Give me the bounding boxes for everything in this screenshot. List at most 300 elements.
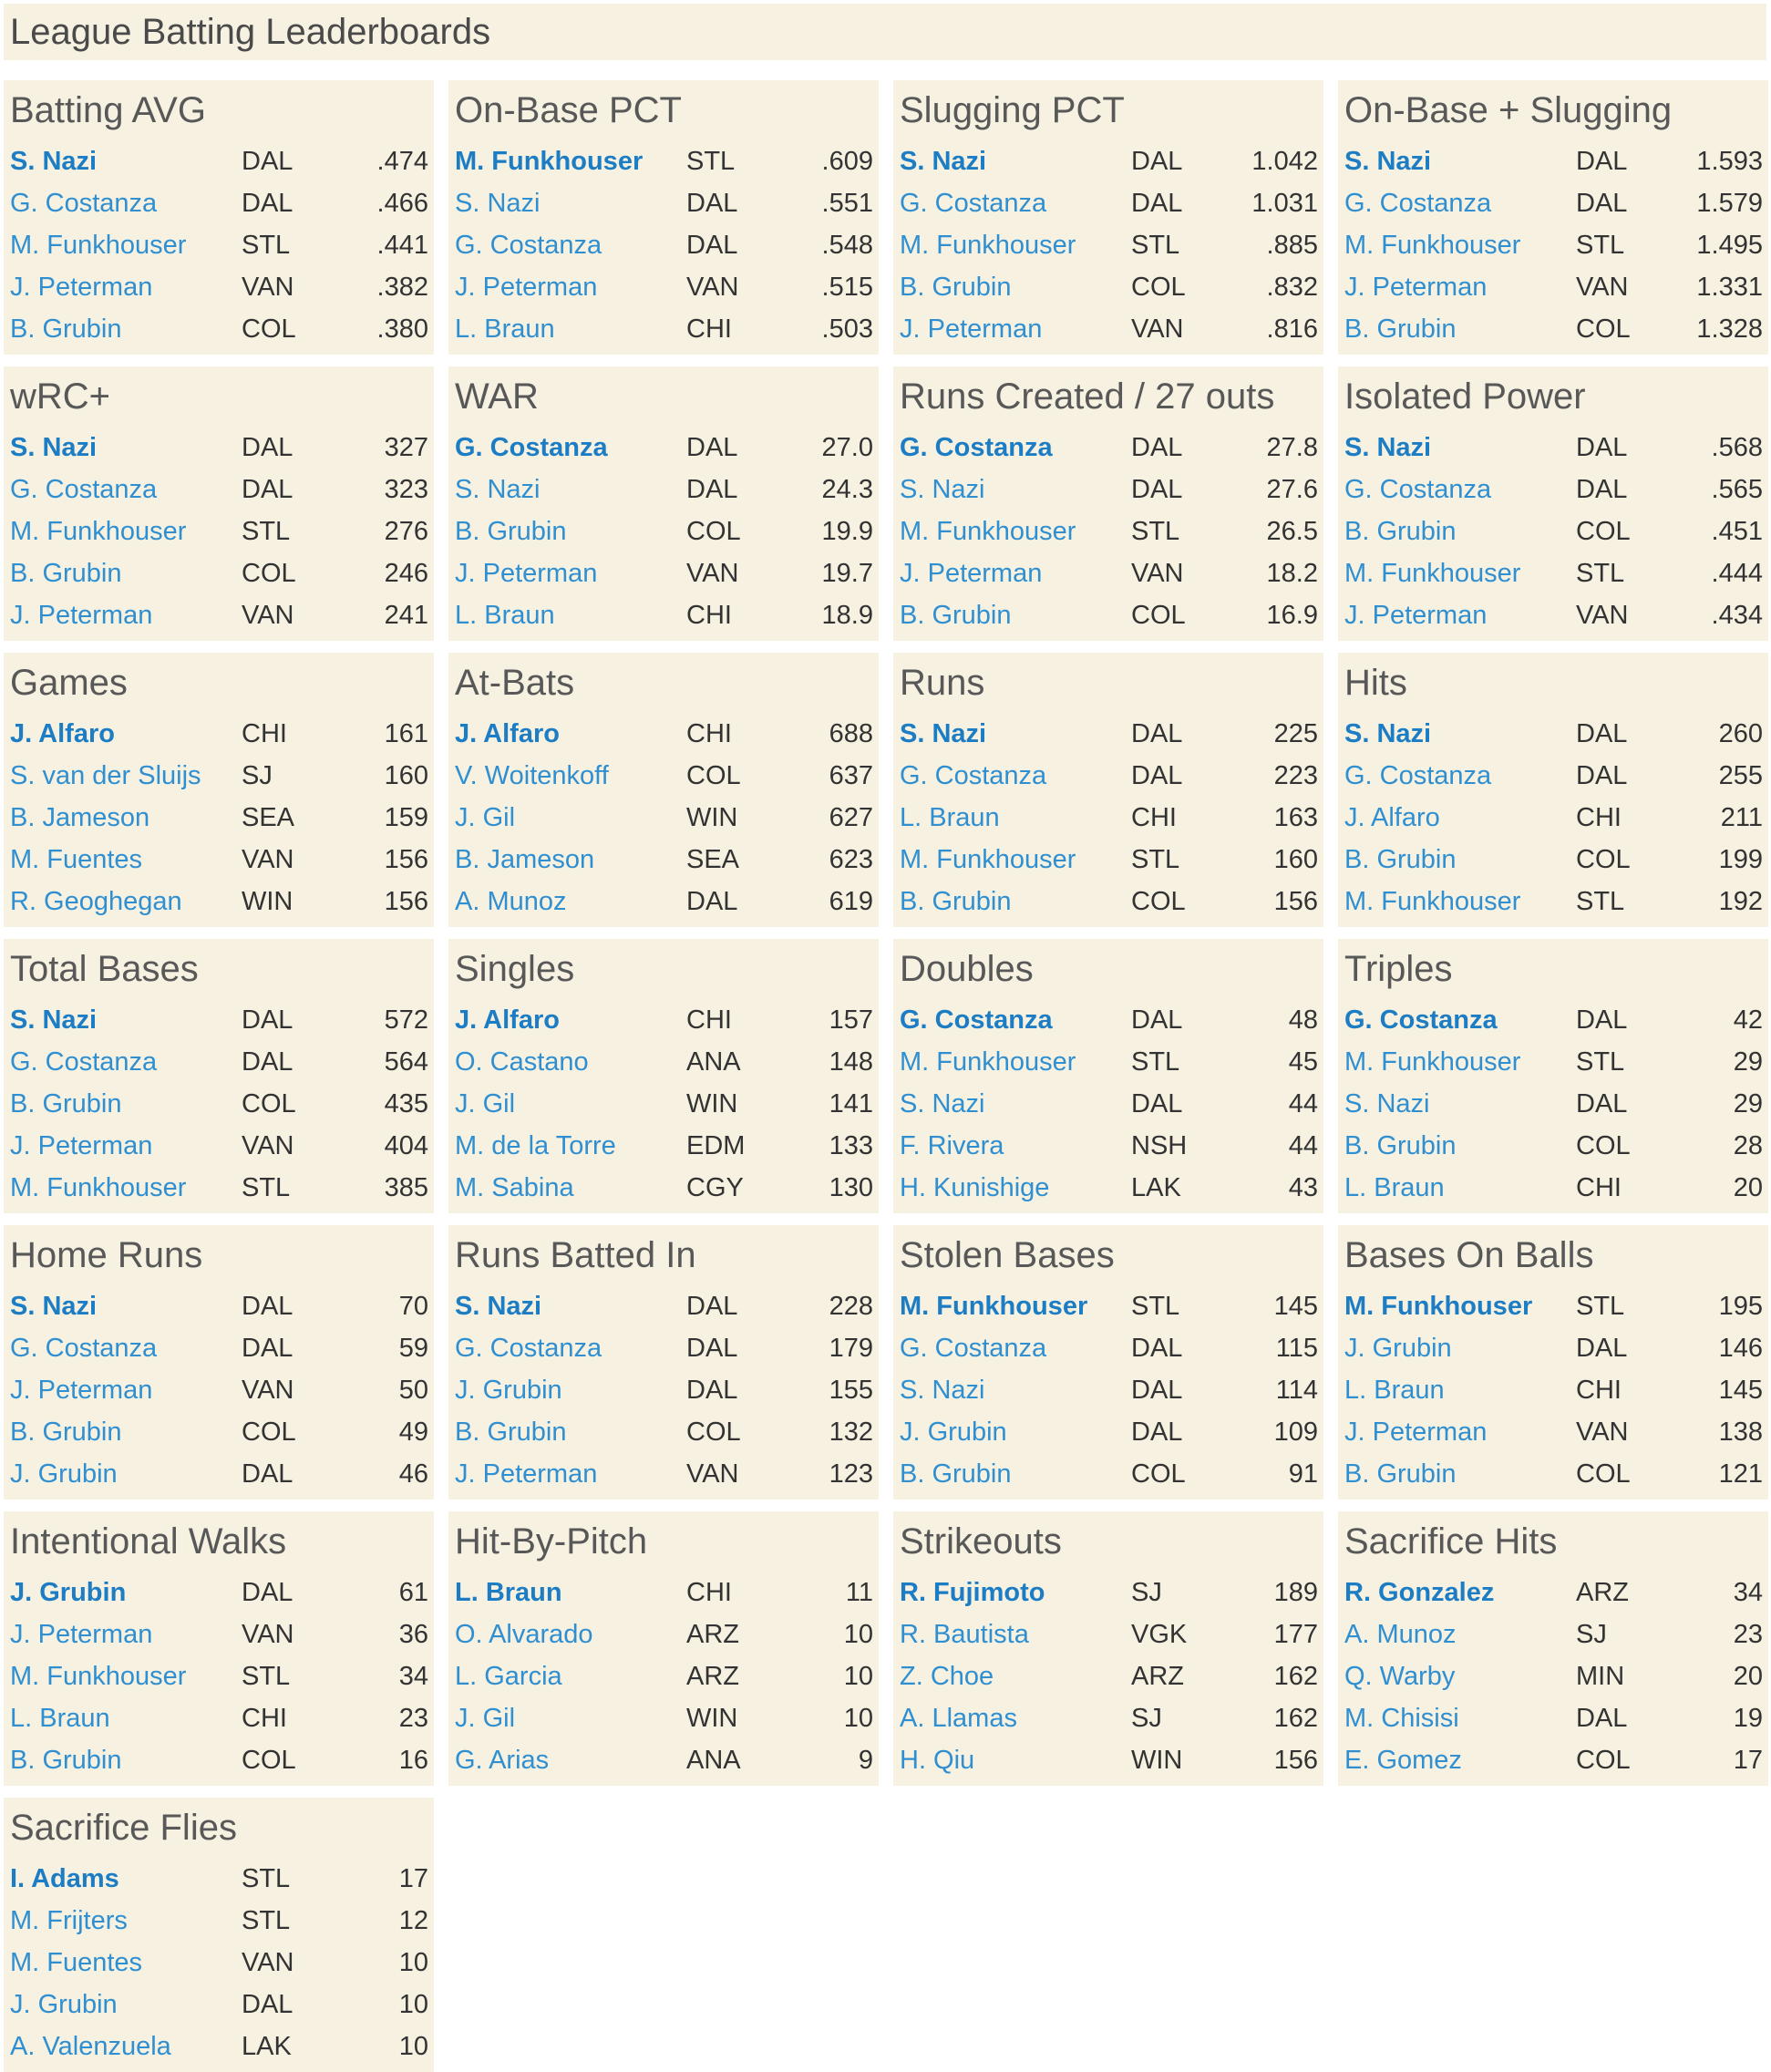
stat-value: .474: [376, 146, 428, 176]
team-abbreviation: STL: [686, 146, 736, 176]
team-abbreviation: COL: [1576, 844, 1631, 874]
team-abbreviation: DAL: [1576, 718, 1628, 748]
team-abbreviation: VAN: [686, 272, 739, 302]
player-link[interactable]: J. Peterman: [10, 1619, 153, 1649]
player-link[interactable]: J. Peterman: [455, 558, 598, 588]
stat-value: 12: [398, 1905, 428, 1935]
player-link[interactable]: J. Peterman: [900, 314, 1043, 344]
stat-value: 327: [384, 432, 428, 462]
leaderboard-row: [1344, 552, 1763, 594]
team-abbreviation: DAL: [686, 886, 738, 916]
team-abbreviation: DAL: [242, 1046, 293, 1077]
team-abbreviation: NSH: [1131, 1130, 1188, 1160]
player-link[interactable]: S. van der Sluijs: [10, 760, 201, 790]
leaderboard-row: [10, 1285, 428, 1327]
player-link[interactable]: O. Castano: [455, 1046, 589, 1077]
player-link[interactable]: B. Grubin: [10, 1417, 122, 1447]
team-abbreviation: STL: [1576, 886, 1625, 916]
leaderboard-row: [455, 1125, 873, 1167]
player-link[interactable]: G. Costanza: [10, 1046, 158, 1077]
player-link[interactable]: J. Peterman: [1344, 1417, 1488, 1447]
player-link[interactable]: S. Nazi: [10, 146, 98, 176]
player-link[interactable]: B. Grubin: [455, 1417, 567, 1447]
team-abbreviation: DAL: [1131, 1088, 1183, 1118]
leaderboard-batting-avg: [4, 80, 434, 355]
player-link[interactable]: S. Nazi: [10, 1291, 98, 1321]
player-link[interactable]: I. Adams: [10, 1863, 119, 1893]
player-link[interactable]: B. Grubin: [1344, 844, 1457, 874]
stat-value: 91: [1288, 1459, 1318, 1489]
player-link[interactable]: M. Funkhouser: [900, 516, 1076, 546]
player-link[interactable]: G. Costanza: [900, 1005, 1053, 1035]
player-link[interactable]: B. Grubin: [10, 1088, 122, 1118]
leaderboard-title: Doubles: [900, 949, 1034, 989]
player-link[interactable]: F. Rivera: [900, 1130, 1004, 1160]
team-abbreviation: VAN: [242, 1619, 294, 1649]
team-abbreviation: CHI: [242, 1703, 287, 1733]
player-link[interactable]: J. Peterman: [10, 272, 153, 302]
player-link[interactable]: B. Grubin: [900, 886, 1012, 916]
player-link[interactable]: M. Funkhouser: [900, 1291, 1088, 1321]
leaderboard-row: [900, 469, 1318, 510]
team-abbreviation: VAN: [686, 558, 739, 588]
player-link[interactable]: B. Grubin: [1344, 314, 1457, 344]
team-abbreviation: COL: [242, 314, 296, 344]
team-abbreviation: COL: [1131, 1459, 1186, 1489]
player-link[interactable]: J. Alfaro: [455, 718, 560, 748]
team-abbreviation: DAL: [242, 1291, 293, 1321]
player-link[interactable]: B. Grubin: [10, 558, 122, 588]
stat-value: 34: [1733, 1577, 1763, 1607]
player-link[interactable]: M. Sabina: [455, 1172, 574, 1202]
stat-value: 148: [829, 1046, 873, 1077]
stat-value: 162: [1273, 1703, 1318, 1733]
stat-value: 10: [843, 1703, 873, 1733]
player-link[interactable]: L. Braun: [1344, 1172, 1445, 1202]
stat-value: 179: [829, 1333, 873, 1363]
player-link[interactable]: A. Munoz: [455, 886, 567, 916]
leaderboard-title: Runs Created / 27 outs: [900, 376, 1275, 417]
leaderboard-on-base-slugging: [1338, 80, 1768, 355]
leaderboard-row: [900, 755, 1318, 797]
player-link[interactable]: J. Alfaro: [455, 1005, 560, 1035]
player-link[interactable]: J. Peterman: [455, 1459, 598, 1489]
player-link[interactable]: J. Peterman: [10, 600, 153, 630]
team-abbreviation: DAL: [242, 188, 293, 218]
player-link[interactable]: S. Nazi: [10, 1005, 98, 1035]
leaderboard-row: [900, 1369, 1318, 1411]
player-link[interactable]: S. Nazi: [1344, 718, 1432, 748]
player-link[interactable]: G. Costanza: [900, 760, 1047, 790]
player-link[interactable]: J. Peterman: [1344, 600, 1488, 630]
leaderboard-row: [455, 552, 873, 594]
player-link[interactable]: S. Nazi: [1344, 1088, 1430, 1118]
player-link[interactable]: M. Funkhouser: [10, 1661, 187, 1691]
team-abbreviation: DAL: [686, 188, 738, 218]
team-abbreviation: ARZ: [686, 1619, 739, 1649]
leaderboard-row: [1344, 1327, 1763, 1369]
stat-value: 192: [1718, 886, 1763, 916]
leaderboard-row: [455, 1739, 873, 1781]
player-link[interactable]: S. Nazi: [900, 474, 985, 504]
leaderboard-isolated-power: [1338, 366, 1768, 641]
leaderboard-row: [1344, 713, 1763, 755]
player-link[interactable]: G. Costanza: [1344, 188, 1492, 218]
team-abbreviation: VAN: [242, 600, 294, 630]
player-link[interactable]: B. Grubin: [455, 516, 567, 546]
player-link[interactable]: S. Nazi: [900, 1088, 985, 1118]
stat-value: 623: [829, 844, 873, 874]
leaderboard-row: [900, 1613, 1318, 1655]
leaderboard-rows: [1344, 1285, 1763, 1495]
player-link[interactable]: B. Jameson: [10, 802, 150, 832]
player-link[interactable]: L. Braun: [455, 314, 555, 344]
player-link[interactable]: L. Braun: [455, 1577, 562, 1607]
stat-value: 195: [1718, 1291, 1763, 1321]
player-link[interactable]: G. Costanza: [900, 432, 1053, 462]
stat-value: 10: [843, 1619, 873, 1649]
stat-value: 163: [1273, 802, 1318, 832]
player-link[interactable]: G. Costanza: [10, 1333, 158, 1363]
team-abbreviation: COL: [242, 558, 296, 588]
team-abbreviation: STL: [1576, 1291, 1625, 1321]
team-abbreviation: DAL: [686, 230, 738, 260]
stat-value: 10: [843, 1661, 873, 1691]
stat-value: 688: [829, 718, 873, 748]
leaderboard-row: [455, 1697, 873, 1739]
leaderboard-row: [10, 427, 428, 469]
stat-value: .609: [821, 146, 873, 176]
player-link[interactable]: G. Costanza: [1344, 1005, 1498, 1035]
leaderboard-rows: [455, 1285, 873, 1495]
team-abbreviation: DAL: [1576, 474, 1628, 504]
leaderboard-bases-on-balls: [1338, 1225, 1768, 1500]
player-link[interactable]: M. Funkhouser: [1344, 558, 1521, 588]
leaderboard-row: [10, 1697, 428, 1739]
stat-value: 23: [1733, 1619, 1763, 1649]
stat-value: 138: [1718, 1417, 1763, 1447]
team-abbreviation: ARZ: [686, 1661, 739, 1691]
player-link[interactable]: M. Fuentes: [10, 844, 143, 874]
leaderboard-row: [900, 1285, 1318, 1327]
leaderboard-row: [10, 1858, 428, 1900]
player-link[interactable]: G. Costanza: [900, 1333, 1047, 1363]
player-link[interactable]: R. Geoghegan: [10, 886, 182, 916]
player-link[interactable]: M. Funkhouser: [10, 1172, 187, 1202]
stat-value: 627: [829, 802, 873, 832]
leaderboard-rows: [10, 427, 428, 636]
player-link[interactable]: A. Munoz: [1344, 1619, 1457, 1649]
team-abbreviation: DAL: [242, 1577, 293, 1607]
leaderboard-row: [455, 308, 873, 350]
player-link[interactable]: B. Jameson: [455, 844, 595, 874]
player-link[interactable]: B. Grubin: [1344, 516, 1457, 546]
stat-value: 17: [398, 1863, 428, 1893]
stat-value: 141: [829, 1088, 873, 1118]
team-abbreviation: VAN: [1576, 1417, 1629, 1447]
player-link[interactable]: J. Grubin: [900, 1417, 1007, 1447]
player-link[interactable]: G. Costanza: [455, 230, 602, 260]
leaderboard-singles: [448, 939, 879, 1213]
team-abbreviation: VAN: [242, 1130, 294, 1160]
team-abbreviation: VAN: [242, 844, 294, 874]
player-link[interactable]: M. Funkhouser: [455, 146, 644, 176]
player-link[interactable]: M. de la Torre: [455, 1130, 616, 1160]
stat-value: 132: [829, 1417, 873, 1447]
player-link[interactable]: M. Funkhouser: [10, 230, 187, 260]
stat-value: .380: [376, 314, 428, 344]
player-link[interactable]: H. Kunishige: [900, 1172, 1050, 1202]
stat-value: 19.9: [821, 516, 873, 546]
player-link[interactable]: M. Funkhouser: [1344, 1046, 1521, 1077]
leaderboard-row: [455, 1083, 873, 1125]
player-link[interactable]: J. Grubin: [10, 1989, 118, 2019]
leaderboard-rows: [455, 140, 873, 350]
player-link[interactable]: M. Funkhouser: [900, 230, 1076, 260]
team-abbreviation: ANA: [686, 1745, 741, 1775]
player-link[interactable]: S. Nazi: [900, 146, 987, 176]
leaderboard-row: [10, 510, 428, 552]
player-link[interactable]: G. Arias: [455, 1745, 550, 1775]
player-link[interactable]: R. Gonzalez: [1344, 1577, 1495, 1607]
team-abbreviation: STL: [1576, 230, 1625, 260]
leaderboard-row: [1344, 1453, 1763, 1495]
player-link[interactable]: Q. Warby: [1344, 1661, 1456, 1691]
player-link[interactable]: M. Funkhouser: [900, 844, 1076, 874]
player-link[interactable]: L. Garcia: [455, 1661, 562, 1691]
player-link[interactable]: J. Grubin: [1344, 1333, 1452, 1363]
stat-value: 189: [1273, 1577, 1318, 1607]
player-link[interactable]: L. Braun: [1344, 1375, 1445, 1405]
leaderboard-grid: [4, 80, 1766, 2072]
player-link[interactable]: J. Grubin: [10, 1577, 127, 1607]
stat-value: 246: [384, 558, 428, 588]
stat-value: 160: [384, 760, 428, 790]
leaderboard-title: Total Bases: [10, 949, 199, 989]
stat-value: .885: [1266, 230, 1318, 260]
team-abbreviation: COL: [1131, 272, 1186, 302]
player-link[interactable]: J. Gil: [455, 802, 516, 832]
leaderboard-row: [455, 1411, 873, 1453]
stat-value: .568: [1711, 432, 1763, 462]
leaderboard-row: [900, 1327, 1318, 1369]
leaderboard-title: Sacrifice Hits: [1344, 1521, 1558, 1562]
stat-value: 20: [1733, 1172, 1763, 1202]
player-link[interactable]: S. Nazi: [455, 188, 541, 218]
player-link[interactable]: S. Nazi: [1344, 432, 1432, 462]
leaderboard-row: [10, 797, 428, 839]
leaderboard-rows: [455, 713, 873, 923]
team-abbreviation: DAL: [1131, 1333, 1183, 1363]
player-link[interactable]: O. Alvarado: [455, 1619, 593, 1649]
leaderboard-title: Batting AVG: [10, 90, 206, 130]
player-link[interactable]: M. Funkhouser: [1344, 886, 1521, 916]
team-abbreviation: SJ: [1576, 1619, 1607, 1649]
leaderboard-row: [455, 594, 873, 636]
team-abbreviation: DAL: [1131, 474, 1183, 504]
leaderboard-runs: [893, 653, 1323, 927]
player-link[interactable]: B. Grubin: [10, 314, 122, 344]
team-abbreviation: CHI: [1131, 802, 1177, 832]
player-link[interactable]: B. Grubin: [900, 272, 1012, 302]
player-link[interactable]: L. Braun: [455, 600, 555, 630]
player-link[interactable]: M. Frijters: [10, 1905, 128, 1935]
leaderboard-doubles: [893, 939, 1323, 1213]
player-link[interactable]: M. Funkhouser: [10, 516, 187, 546]
stat-value: 255: [1718, 760, 1763, 790]
player-link[interactable]: M. Funkhouser: [1344, 1291, 1533, 1321]
player-link[interactable]: J. Grubin: [455, 1375, 562, 1405]
stat-value: .832: [1266, 272, 1318, 302]
stat-value: 27.6: [1266, 474, 1318, 504]
stat-value: 109: [1273, 1417, 1318, 1447]
player-link[interactable]: E. Gomez: [1344, 1745, 1462, 1775]
team-abbreviation: COL: [242, 1088, 296, 1118]
stat-value: 260: [1718, 718, 1763, 748]
stat-value: 26.5: [1266, 516, 1318, 546]
player-link[interactable]: L. Braun: [900, 802, 1000, 832]
leaderboard-strikeouts: [893, 1511, 1323, 1786]
team-abbreviation: COL: [1576, 1459, 1631, 1489]
player-link[interactable]: A. Valenzuela: [10, 2031, 171, 2061]
stat-value: .466: [376, 188, 428, 218]
team-abbreviation: DAL: [1576, 1088, 1628, 1118]
team-abbreviation: DAL: [1576, 1703, 1628, 1733]
leaderboard-row: [455, 1613, 873, 1655]
team-abbreviation: DAL: [686, 1333, 738, 1363]
stat-value: 276: [384, 516, 428, 546]
player-link[interactable]: G. Costanza: [1344, 474, 1492, 504]
leaderboard-rows: [1344, 713, 1763, 923]
player-link[interactable]: J. Gil: [455, 1088, 516, 1118]
player-link[interactable]: G. Costanza: [10, 188, 158, 218]
leaderboard-row: [455, 140, 873, 182]
leaderboard-title: Bases On Balls: [1344, 1235, 1594, 1275]
leaderboard-row: [10, 1411, 428, 1453]
player-link[interactable]: J. Alfaro: [10, 718, 115, 748]
player-link[interactable]: G. Costanza: [10, 474, 158, 504]
leaderboard-row: [1344, 140, 1763, 182]
player-link[interactable]: M. Fuentes: [10, 1947, 143, 1977]
player-link[interactable]: R. Fujimoto: [900, 1577, 1045, 1607]
team-abbreviation: VAN: [242, 272, 294, 302]
leaderboard-row: [900, 713, 1318, 755]
player-link[interactable]: M. Funkhouser: [1344, 230, 1521, 260]
player-link[interactable]: Z. Choe: [900, 1661, 994, 1691]
leaderboard-row: [455, 713, 873, 755]
stat-value: 435: [384, 1088, 428, 1118]
player-link[interactable]: V. Woitenkoff: [455, 760, 609, 790]
player-link[interactable]: B. Grubin: [900, 1459, 1012, 1489]
player-link[interactable]: G. Costanza: [455, 432, 608, 462]
team-abbreviation: ANA: [686, 1046, 741, 1077]
stat-value: 44: [1288, 1130, 1318, 1160]
player-link[interactable]: H. Qiu: [900, 1745, 975, 1775]
player-link[interactable]: B. Grubin: [10, 1745, 122, 1775]
stat-value: 70: [398, 1291, 428, 1321]
stat-value: 1.031: [1251, 188, 1318, 218]
stat-value: 18.2: [1266, 558, 1318, 588]
team-abbreviation: STL: [1576, 558, 1625, 588]
player-link[interactable]: B. Grubin: [1344, 1459, 1457, 1489]
leaderboard-row: [1344, 755, 1763, 797]
leaderboard-row: [1344, 469, 1763, 510]
player-link[interactable]: G. Costanza: [900, 188, 1047, 218]
team-abbreviation: STL: [242, 1661, 291, 1691]
team-abbreviation: DAL: [242, 474, 293, 504]
team-abbreviation: DAL: [686, 1375, 738, 1405]
player-link[interactable]: J. Gil: [455, 1703, 516, 1733]
player-link[interactable]: J. Peterman: [10, 1375, 153, 1405]
player-link[interactable]: M. Chisisi: [1344, 1703, 1459, 1733]
player-link[interactable]: S. Nazi: [455, 474, 541, 504]
team-abbreviation: SJ: [242, 760, 273, 790]
player-link[interactable]: R. Bautista: [900, 1619, 1029, 1649]
player-link[interactable]: J. Peterman: [455, 272, 598, 302]
leaderboard-row: [1344, 1655, 1763, 1697]
stat-value: 44: [1288, 1088, 1318, 1118]
stat-value: 157: [829, 1005, 873, 1035]
team-abbreviation: CHI: [686, 314, 732, 344]
leaderboard-row: [10, 469, 428, 510]
player-link[interactable]: S. Nazi: [455, 1291, 542, 1321]
player-link[interactable]: J. Alfaro: [1344, 802, 1440, 832]
stat-value: 24.3: [821, 474, 873, 504]
player-link[interactable]: J. Peterman: [1344, 272, 1488, 302]
stat-value: .441: [376, 230, 428, 260]
team-abbreviation: DAL: [1131, 1375, 1183, 1405]
player-link[interactable]: L. Braun: [10, 1703, 110, 1733]
leaderboard-row: [1344, 224, 1763, 266]
stat-value: .816: [1266, 314, 1318, 344]
team-abbreviation: COL: [686, 760, 741, 790]
leaderboard-row: [10, 839, 428, 881]
player-link[interactable]: S. Nazi: [900, 718, 987, 748]
leaderboard-title: Singles: [455, 949, 575, 989]
player-link[interactable]: J. Grubin: [10, 1459, 118, 1489]
stat-value: 637: [829, 760, 873, 790]
player-link[interactable]: M. Funkhouser: [900, 1046, 1076, 1077]
leaderboard-row: [900, 427, 1318, 469]
player-link[interactable]: S. Nazi: [10, 432, 98, 462]
leaderboard-rows: [900, 427, 1318, 636]
player-link[interactable]: G. Costanza: [1344, 760, 1492, 790]
leaderboard-hit-by-pitch: [448, 1511, 879, 1786]
player-link[interactable]: G. Costanza: [455, 1333, 602, 1363]
leaderboard-row: [1344, 510, 1763, 552]
player-link[interactable]: B. Grubin: [1344, 1130, 1457, 1160]
stat-value: 1.579: [1696, 188, 1763, 218]
team-abbreviation: LAK: [1131, 1172, 1181, 1202]
player-link[interactable]: B. Grubin: [900, 600, 1012, 630]
player-link[interactable]: S. Nazi: [1344, 146, 1432, 176]
leaderboard-row: [455, 839, 873, 881]
stat-value: 156: [1273, 886, 1318, 916]
player-link[interactable]: J. Peterman: [10, 1130, 153, 1160]
stat-value: 211: [1720, 802, 1763, 832]
leaderboard-title: On-Base + Slugging: [1344, 90, 1673, 130]
leaderboard-row: [10, 1083, 428, 1125]
stat-value: 162: [1273, 1661, 1318, 1691]
leaderboard-row: [1344, 1572, 1763, 1613]
player-link[interactable]: J. Peterman: [900, 558, 1043, 588]
team-abbreviation: VAN: [242, 1947, 294, 1977]
leaderboard-row: [900, 308, 1318, 350]
stat-value: 228: [829, 1291, 873, 1321]
player-link[interactable]: S. Nazi: [900, 1375, 985, 1405]
player-link[interactable]: A. Llamas: [900, 1703, 1017, 1733]
stat-value: 10: [398, 2031, 428, 2061]
